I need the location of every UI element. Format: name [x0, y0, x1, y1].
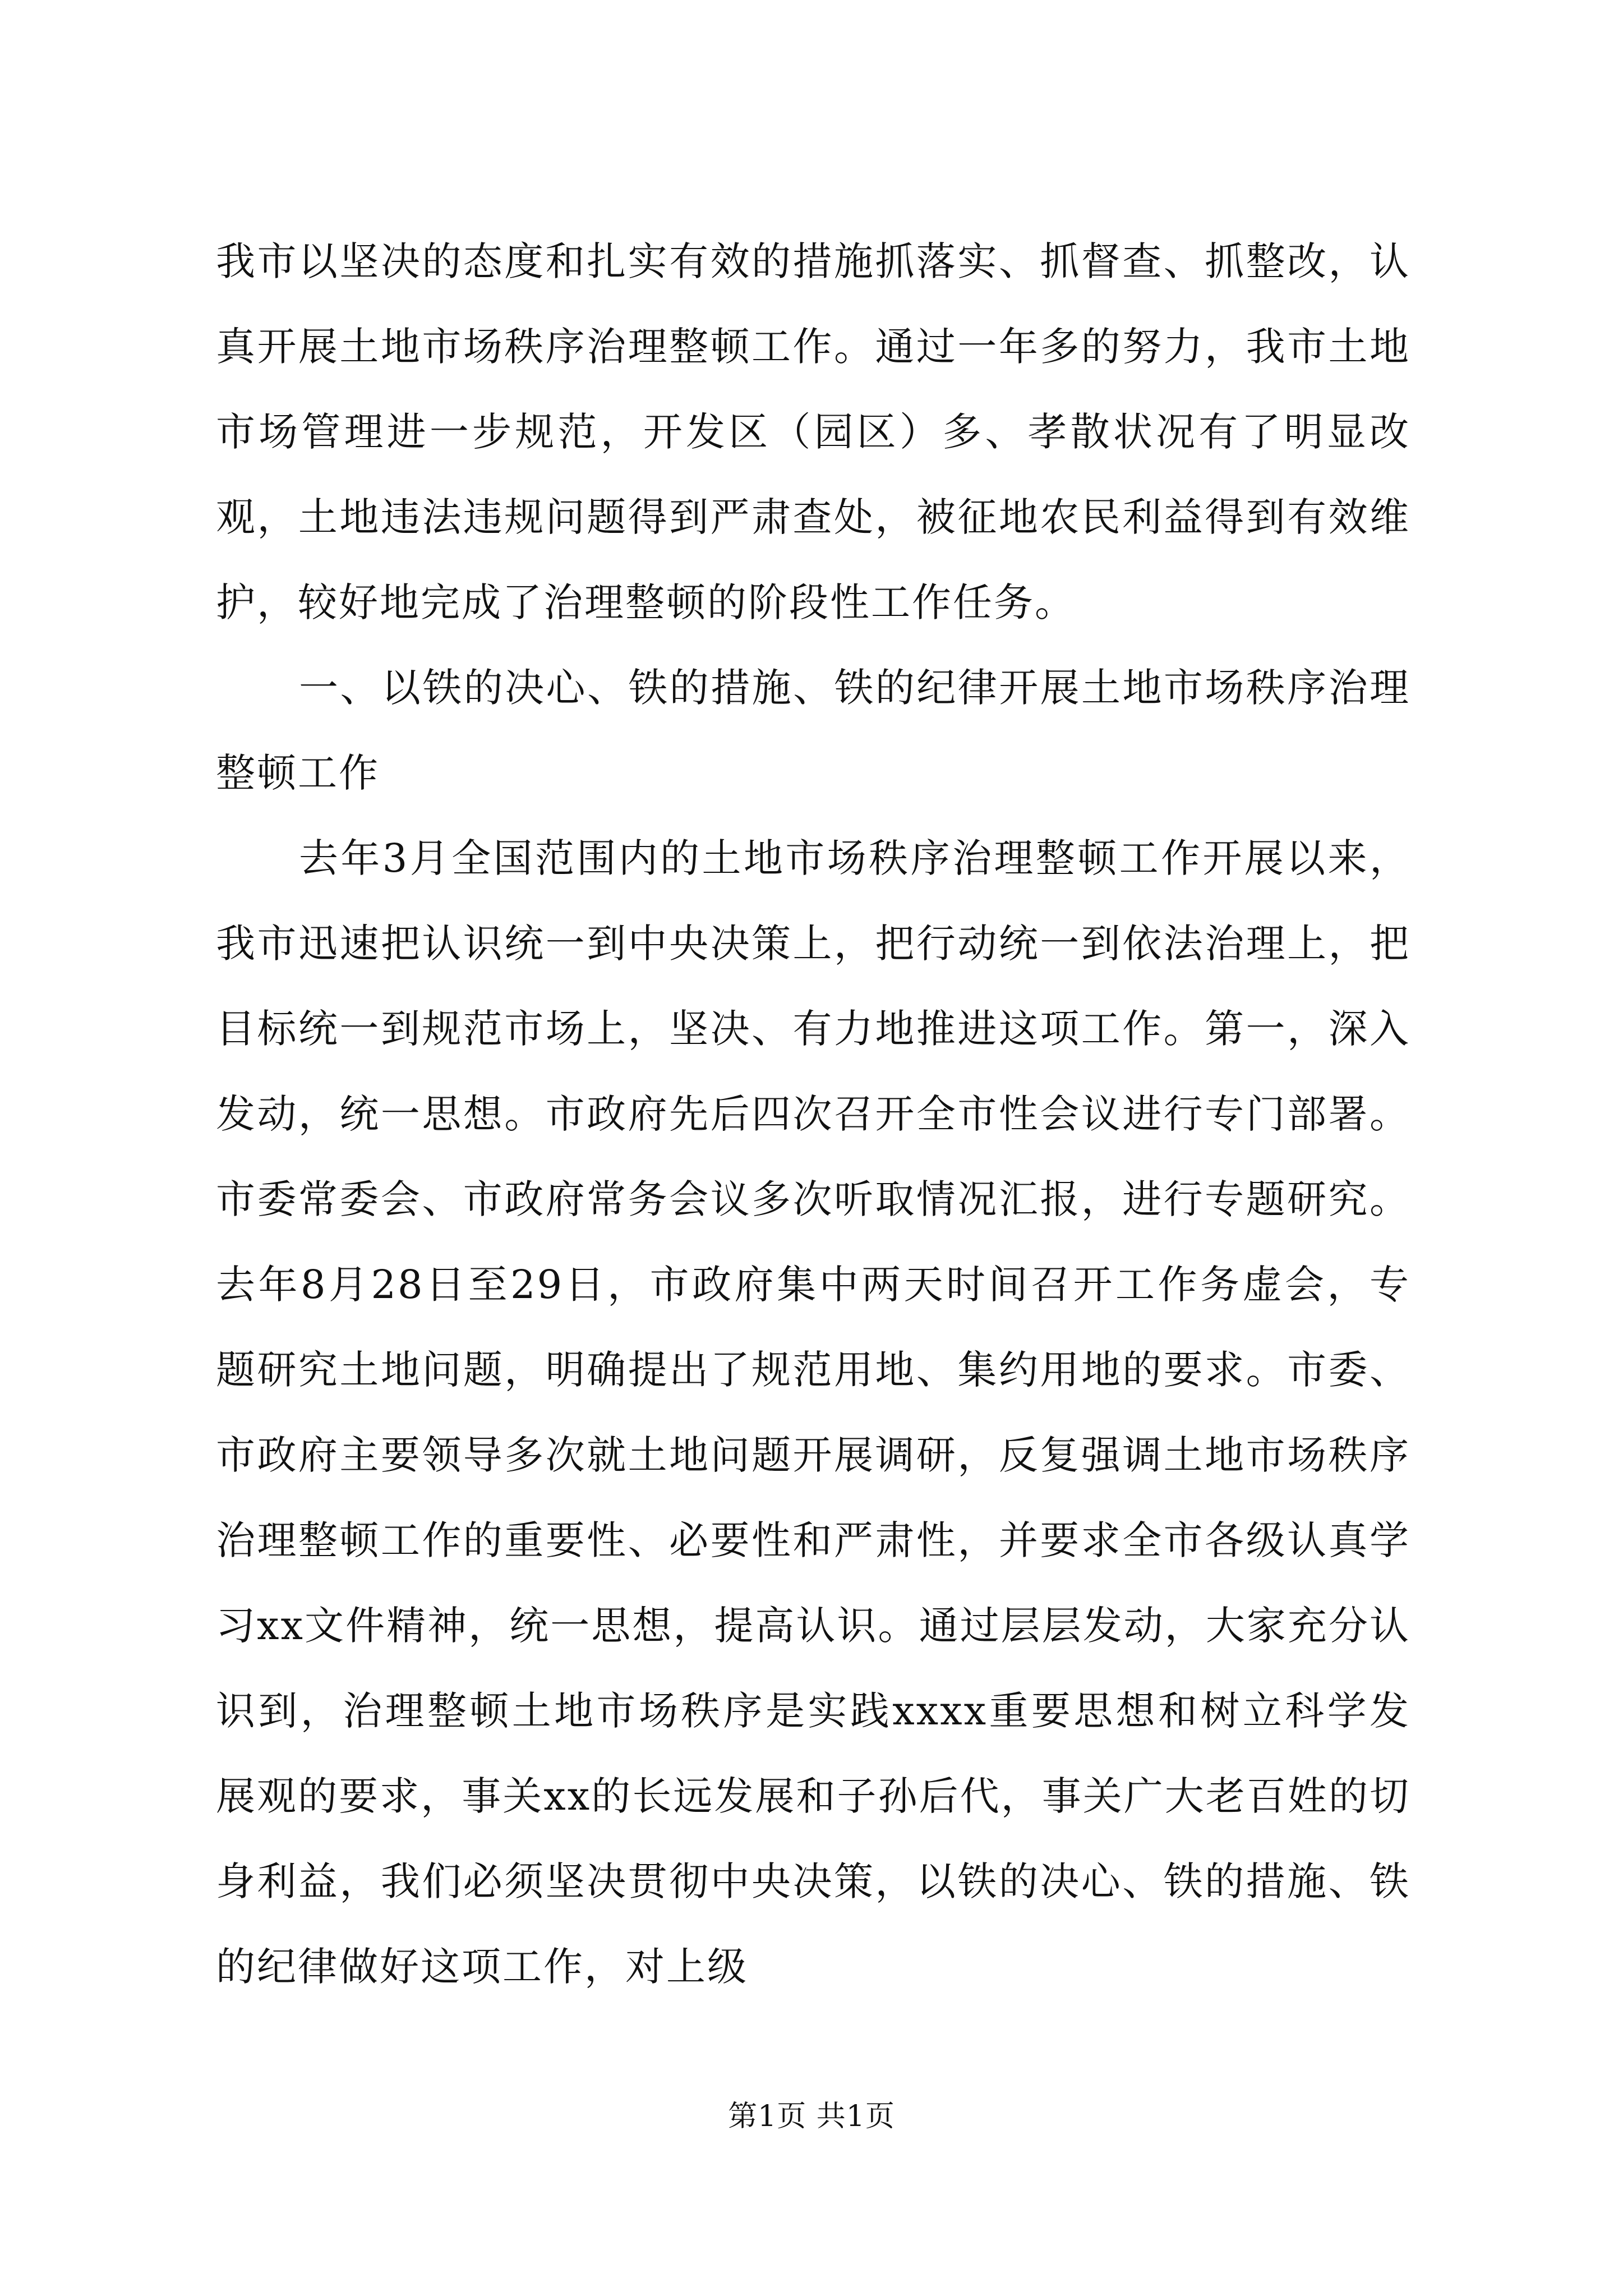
- paragraph-body: 去年3月全国范围内的土地市场秩序治理整顿工作开展以来，我市迅速把认识统一到中央决策上，把行动统一到依法治理上，把目标统一到规范市场上，坚决、有力地推进这项工作。第一，深入发动，统一思想。市政府先后四次召开全市性会议进行专门部署。市委常委会、市政府常务会议多次听取情况汇报，进行专题研究。去年8月28日至29日，市政府集中两天时间召开工作务虚会，专题研究土地问题，明确提出了规范用地、集约用地的要求。市委、市政府主要领导多次就土地问题开展调研，反复强调土地市场秩序治理整顿工作的重要性、必要性和严肃性，并要求全市各级认真学习xx文件精神，统一思想，提高认识。通过层层发动，大家充分认识到，治理整顿土地市场秩序是实践xxxx重要思想和树立科学发展观的要求，事关xx的长远发展和子孙后代，事关广大老百姓的切身利益，我们必须坚决贯彻中央决策，以铁的决心、铁的措施、铁的纪律做好这项工作，对上级: [216, 835, 1410, 1990]
- paragraph-intro: 我市以坚决的态度和扎实有效的措施抓落实、抓督查、抓整改，认真开展土地市场秩序治理整顿工作。通过一年多的努力，我市土地市场管理进一步规范，开发区（园区）多、孝散状况有了明显改观，土地违法违规问题得到严肃查处，被征地农民利益得到有效维护，较好地完成了治理整顿的阶段性工作任务。: [216, 238, 1410, 625]
- document-body: [216, 219, 1410, 2009]
- section-heading: 一、以铁的决心、铁的措施、铁的纪律开展土地市场秩序治理整顿工作: [216, 665, 1410, 796]
- page-number-footer: 第1页 共1页: [728, 2100, 895, 2133]
